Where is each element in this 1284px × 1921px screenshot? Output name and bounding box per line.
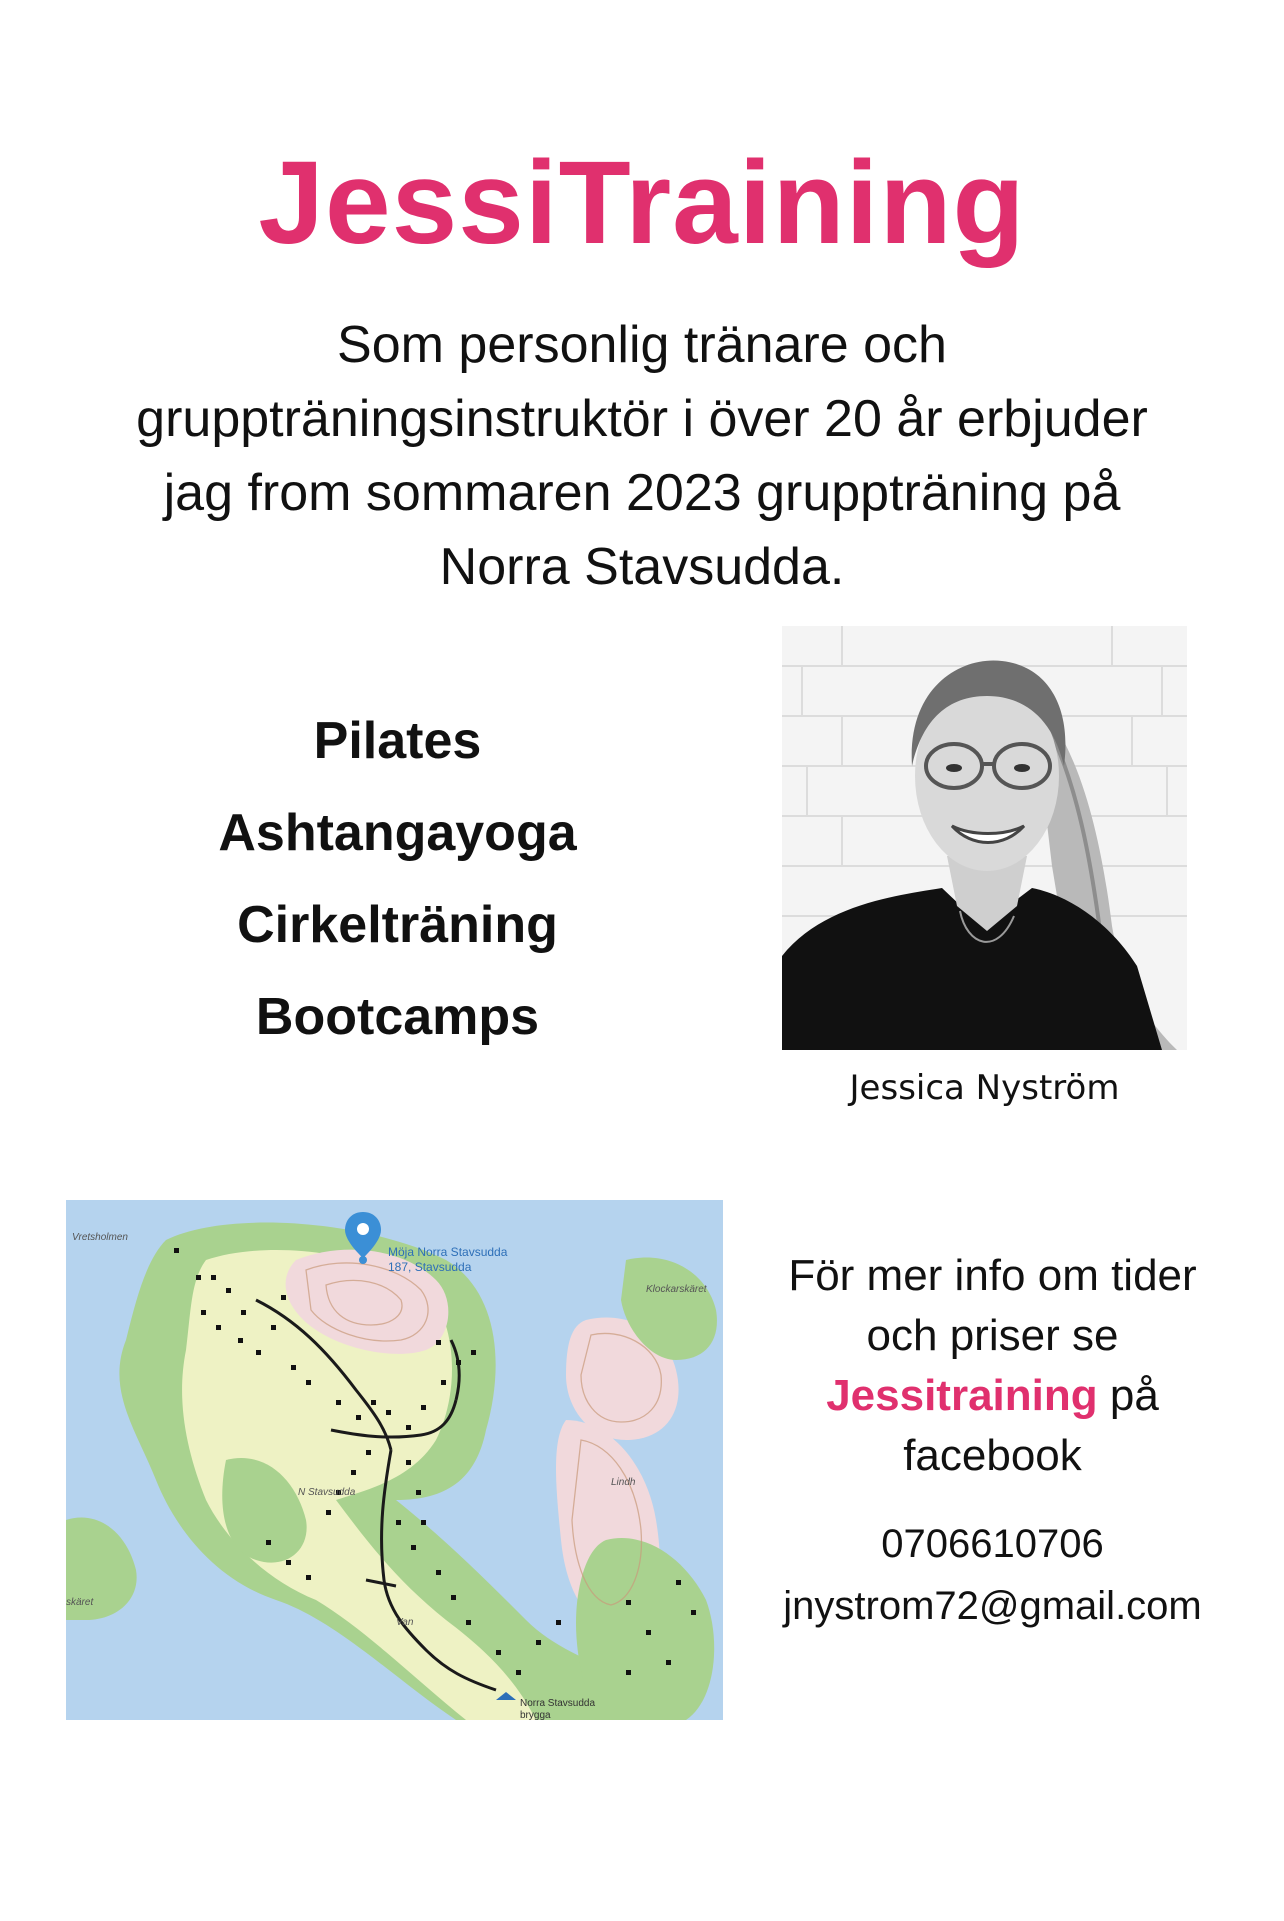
brand-title: JessiTraining: [258, 137, 1026, 269]
intro-paragraph: [60, 308, 1224, 604]
profile-photo: [782, 626, 1187, 1050]
info-line: För mer info om tider: [788, 1251, 1197, 1300]
map-place-label: skäret: [66, 1597, 94, 1608]
intro-line: gruppträningsinstruktör i över 20 år erbjuder: [136, 390, 1148, 448]
info-line: [745, 1366, 1240, 1426]
map-place-label: Van: [396, 1617, 414, 1628]
profile-name: Jessica Nyström: [849, 1068, 1120, 1108]
email-address: jnystrom72@gmail.com: [783, 1584, 1202, 1628]
activity-list: [130, 695, 665, 1063]
info-on: på: [1097, 1371, 1159, 1420]
intro-line: Norra Stavsudda.: [439, 538, 845, 596]
map-place-label: Lindh: [611, 1477, 636, 1488]
map-place-label: Klockarskäret: [646, 1284, 707, 1295]
info-line: facebook: [903, 1431, 1082, 1480]
info-line: och priser se: [866, 1311, 1119, 1360]
phone-number: 0706610706: [881, 1522, 1104, 1566]
facebook-page-name: Jessitraining: [826, 1371, 1098, 1420]
activity-item: Ashtangayoga: [218, 804, 577, 862]
activity-item: Pilates: [313, 712, 482, 770]
map-place-label: Norra Stavsudda: [520, 1698, 596, 1709]
info-text: [745, 1246, 1240, 1486]
map-place-label: N Stavsudda: [298, 1487, 356, 1498]
map-pin-label: 187, Stavsudda: [388, 1260, 472, 1274]
intro-line: Som personlig tränare och: [337, 316, 947, 374]
activity-item: Bootcamps: [255, 988, 540, 1046]
activity-item: Cirkelträning: [237, 896, 558, 954]
map-pin-label: Möja Norra Stavsudda: [388, 1245, 508, 1259]
intro-line: jag from sommaren 2023 gruppträning på: [163, 464, 1121, 522]
location-map: [66, 1200, 723, 1720]
map-place-label: Vretsholmen: [72, 1232, 128, 1243]
map-place-label: brygga: [520, 1710, 551, 1720]
